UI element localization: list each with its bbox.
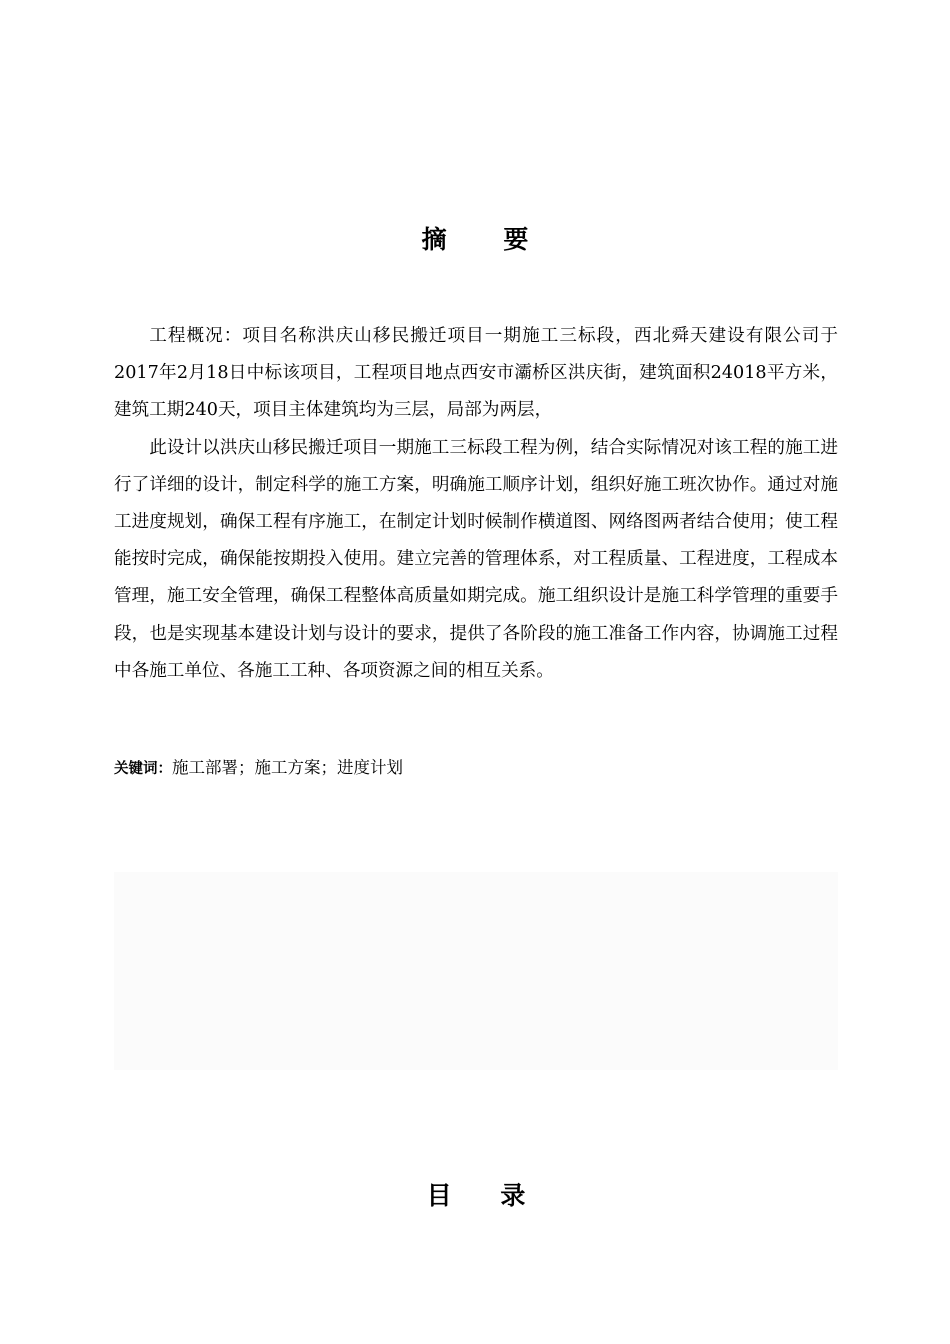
keywords-line (114, 754, 403, 783)
keywords-label: 关键词： (114, 761, 172, 777)
abstract-paragraph-design: 此设计以洪庆山移民搬迁项目一期施工三标段工程为例，结合实际情况对该工程的施工进行了详细的设计，制定科学的施工方案，明确施工顺序计划，组织好施工班次协作。通过对施工进度规划，确保工程有序施工，在制定计划时候制作横道图、网络图两者结合使用；使工程能按时完成，确保能按期投入使用。建立完善的管理体系，对工程质量、工程进度，工程成本管理，施工安全管理，确保工程整体高质量如期完成。施工组织设计是施工科学管理的重要手段，也是实现基本建设计划与设计的要求，提供了各阶段的施工准备工作内容，协调施工过程中各施工单位、各施工工种、各项资源之间的相互关系。 (114, 437, 838, 681)
abstract-body (114, 318, 838, 690)
abstract-title: 摘 要 (421, 225, 553, 254)
keywords-value: 施工部署；施工方案；进度计划 (172, 758, 403, 777)
blank-placeholder-area (114, 872, 838, 1070)
toc-title: 目 录 (426, 1181, 546, 1210)
abstract-paragraph-overview: 工程概况：项目名称洪庆山移民搬迁项目一期施工三标段，西北舜天建设有限公司于2017年2月18日中标该项目，工程项目地点西安市灞桥区洪庆街，建筑面积24018平方米，建筑工期240天，项目主体建筑均为三层，局部为两层， (114, 326, 838, 421)
